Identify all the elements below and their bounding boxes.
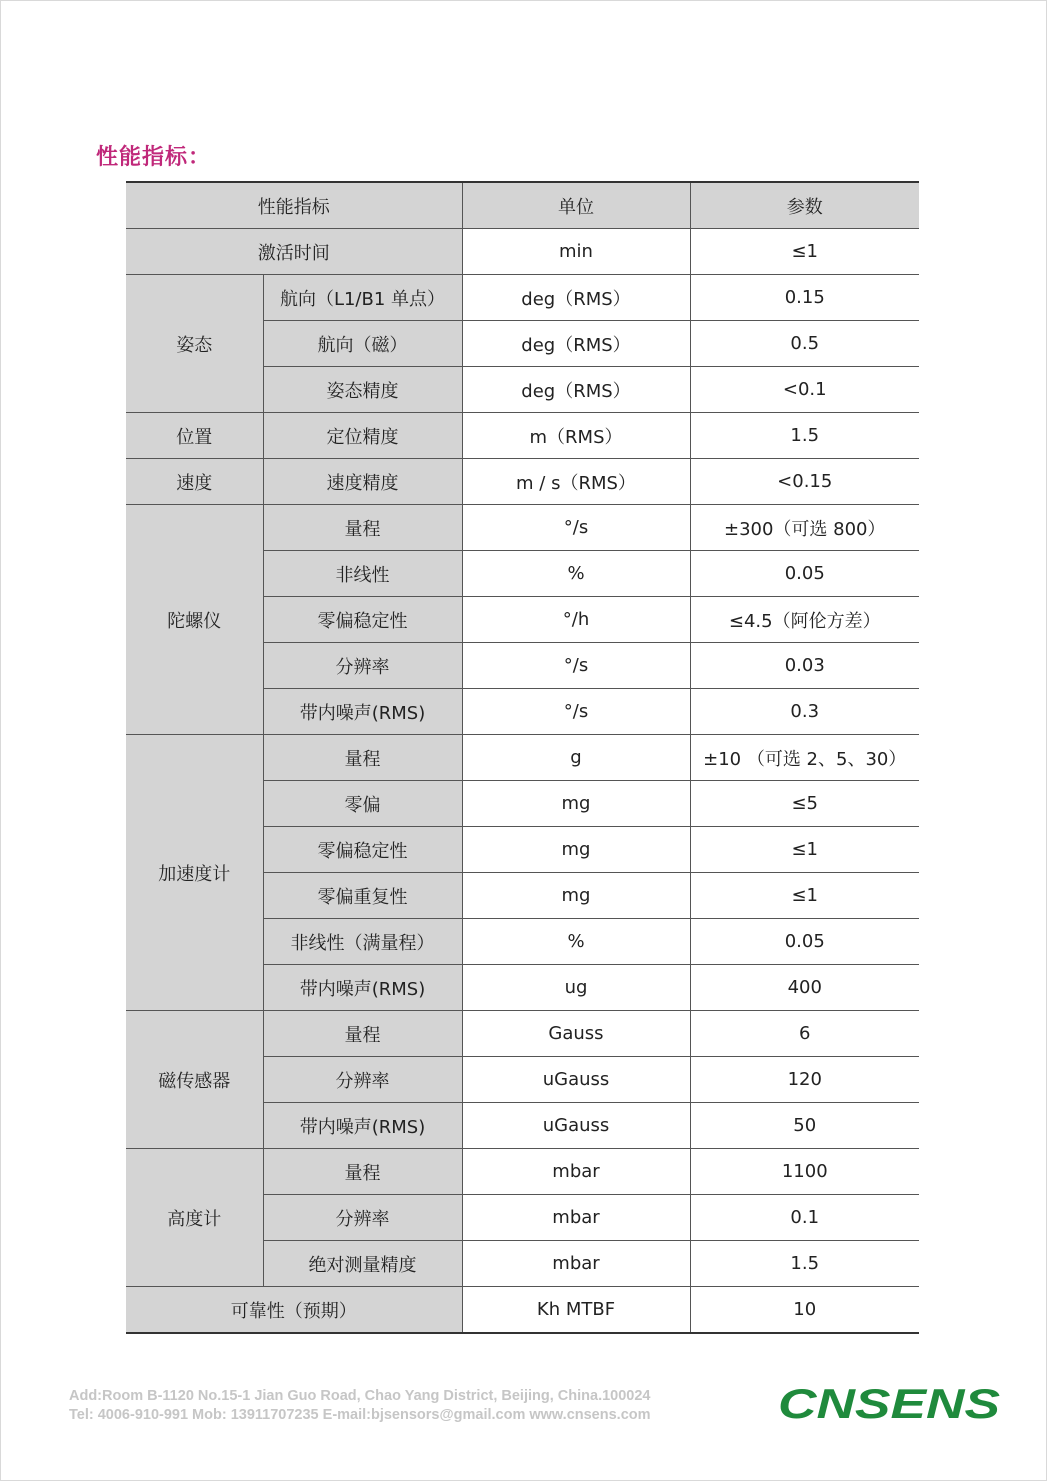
item-label: 零偏 xyxy=(263,781,462,827)
spec-table xyxy=(126,181,919,1334)
item-value: <0.1 xyxy=(690,367,919,413)
item-unit: m（RMS） xyxy=(462,413,690,459)
item-unit: deg（RMS） xyxy=(462,321,690,367)
item-label: 量程 xyxy=(263,1149,462,1195)
item-label: 分辨率 xyxy=(263,643,462,689)
item-value: 1.5 xyxy=(690,413,919,459)
item-unit: uGauss xyxy=(462,1103,690,1149)
item-label: 量程 xyxy=(263,1011,462,1057)
item-value: ±10 （可选 2、5、30） xyxy=(690,735,919,781)
table-row xyxy=(126,413,919,459)
item-label: 姿态精度 xyxy=(263,367,462,413)
item-label: 航向（磁） xyxy=(263,321,462,367)
item-value: 1100 xyxy=(690,1149,919,1195)
table-row xyxy=(126,505,919,551)
footer-address: Add:Room B-1120 No.15-1 Jian Guo Road, Chao Yang District, Beijing, China.100024 xyxy=(69,1388,651,1404)
item-unit: mg xyxy=(462,827,690,873)
table-header-row xyxy=(126,182,919,229)
item-unit: Gauss xyxy=(462,1011,690,1057)
item-unit: % xyxy=(462,551,690,597)
table-row xyxy=(126,1011,919,1057)
group-label: 高度计 xyxy=(126,1149,263,1287)
item-label: 速度精度 xyxy=(263,459,462,505)
item-label: 航向（L1/B1 单点） xyxy=(263,275,462,321)
footer-contact xyxy=(69,1387,651,1425)
item-unit: mbar xyxy=(462,1149,690,1195)
table-row xyxy=(126,1287,919,1334)
item-value: ±300（可选 800） xyxy=(690,505,919,551)
item-value: 0.15 xyxy=(690,275,919,321)
item-label: 零偏稳定性 xyxy=(263,827,462,873)
logo-text: CNSENS xyxy=(778,1380,1000,1426)
item-value: <0.15 xyxy=(690,459,919,505)
item-label: 定位精度 xyxy=(263,413,462,459)
table-row xyxy=(126,735,919,781)
item-unit: mbar xyxy=(462,1195,690,1241)
item-value: 0.5 xyxy=(690,321,919,367)
activation-label: 激活时间 xyxy=(126,229,462,275)
item-label: 非线性 xyxy=(263,551,462,597)
item-unit: mbar xyxy=(462,1241,690,1287)
item-unit: ug xyxy=(462,965,690,1011)
item-label: 零偏稳定性 xyxy=(263,597,462,643)
activation-value: ≤1 xyxy=(690,229,919,275)
item-value: 50 xyxy=(690,1103,919,1149)
item-label: 绝对测量精度 xyxy=(263,1241,462,1287)
group-label: 加速度计 xyxy=(126,735,263,1011)
item-unit: m / s（RMS） xyxy=(462,459,690,505)
reliability-label: 可靠性（预期） xyxy=(126,1287,462,1334)
table-row xyxy=(126,275,919,321)
item-unit: uGauss xyxy=(462,1057,690,1103)
item-value: 400 xyxy=(690,965,919,1011)
group-label: 姿态 xyxy=(126,275,263,413)
section-title: 性能指标： xyxy=(96,145,212,170)
group-label: 陀螺仪 xyxy=(126,505,263,735)
item-label: 量程 xyxy=(263,505,462,551)
item-label: 非线性（满量程） xyxy=(263,919,462,965)
activation-unit: min xyxy=(462,229,690,275)
header-value: 参数 xyxy=(690,182,919,229)
item-value: 120 xyxy=(690,1057,919,1103)
table-row xyxy=(126,229,919,275)
item-value: ≤1 xyxy=(690,827,919,873)
item-label: 分辨率 xyxy=(263,1195,462,1241)
item-label: 分辨率 xyxy=(263,1057,462,1103)
item-value: ≤4.5（阿伦方差） xyxy=(690,597,919,643)
item-unit: g xyxy=(462,735,690,781)
header-indicator: 性能指标 xyxy=(126,182,462,229)
header-unit: 单位 xyxy=(462,182,690,229)
item-unit: deg（RMS） xyxy=(462,367,690,413)
item-label: 带内噪声(RMS) xyxy=(263,689,462,735)
table-row xyxy=(126,1149,919,1195)
group-label: 速度 xyxy=(126,459,263,505)
group-label: 磁传感器 xyxy=(126,1011,263,1149)
item-unit: °/s xyxy=(462,505,690,551)
reliability-unit: Kh MTBF xyxy=(462,1287,690,1334)
item-label: 零偏重复性 xyxy=(263,873,462,919)
cnsens-logo xyxy=(778,1380,1002,1426)
item-unit: mg xyxy=(462,781,690,827)
item-value: 6 xyxy=(690,1011,919,1057)
item-unit: mg xyxy=(462,873,690,919)
item-unit: °/s xyxy=(462,689,690,735)
item-value: 1.5 xyxy=(690,1241,919,1287)
item-unit: °/h xyxy=(462,597,690,643)
item-value: 0.03 xyxy=(690,643,919,689)
item-unit: deg（RMS） xyxy=(462,275,690,321)
table-row xyxy=(126,459,919,505)
footer-contacts: Tel: 4006-910-991 Mob: 13911707235 E-mail:bjsensors@gmail.com www.cnsens.com xyxy=(69,1407,651,1423)
item-unit: % xyxy=(462,919,690,965)
item-label: 带内噪声(RMS) xyxy=(263,1103,462,1149)
item-value: 0.3 xyxy=(690,689,919,735)
item-value: 0.05 xyxy=(690,551,919,597)
item-value: 0.1 xyxy=(690,1195,919,1241)
item-value: ≤5 xyxy=(690,781,919,827)
reliability-value: 10 xyxy=(690,1287,919,1334)
item-label: 带内噪声(RMS) xyxy=(263,965,462,1011)
item-unit: °/s xyxy=(462,643,690,689)
item-value: ≤1 xyxy=(690,873,919,919)
item-label: 量程 xyxy=(263,735,462,781)
item-value: 0.05 xyxy=(690,919,919,965)
group-label: 位置 xyxy=(126,413,263,459)
